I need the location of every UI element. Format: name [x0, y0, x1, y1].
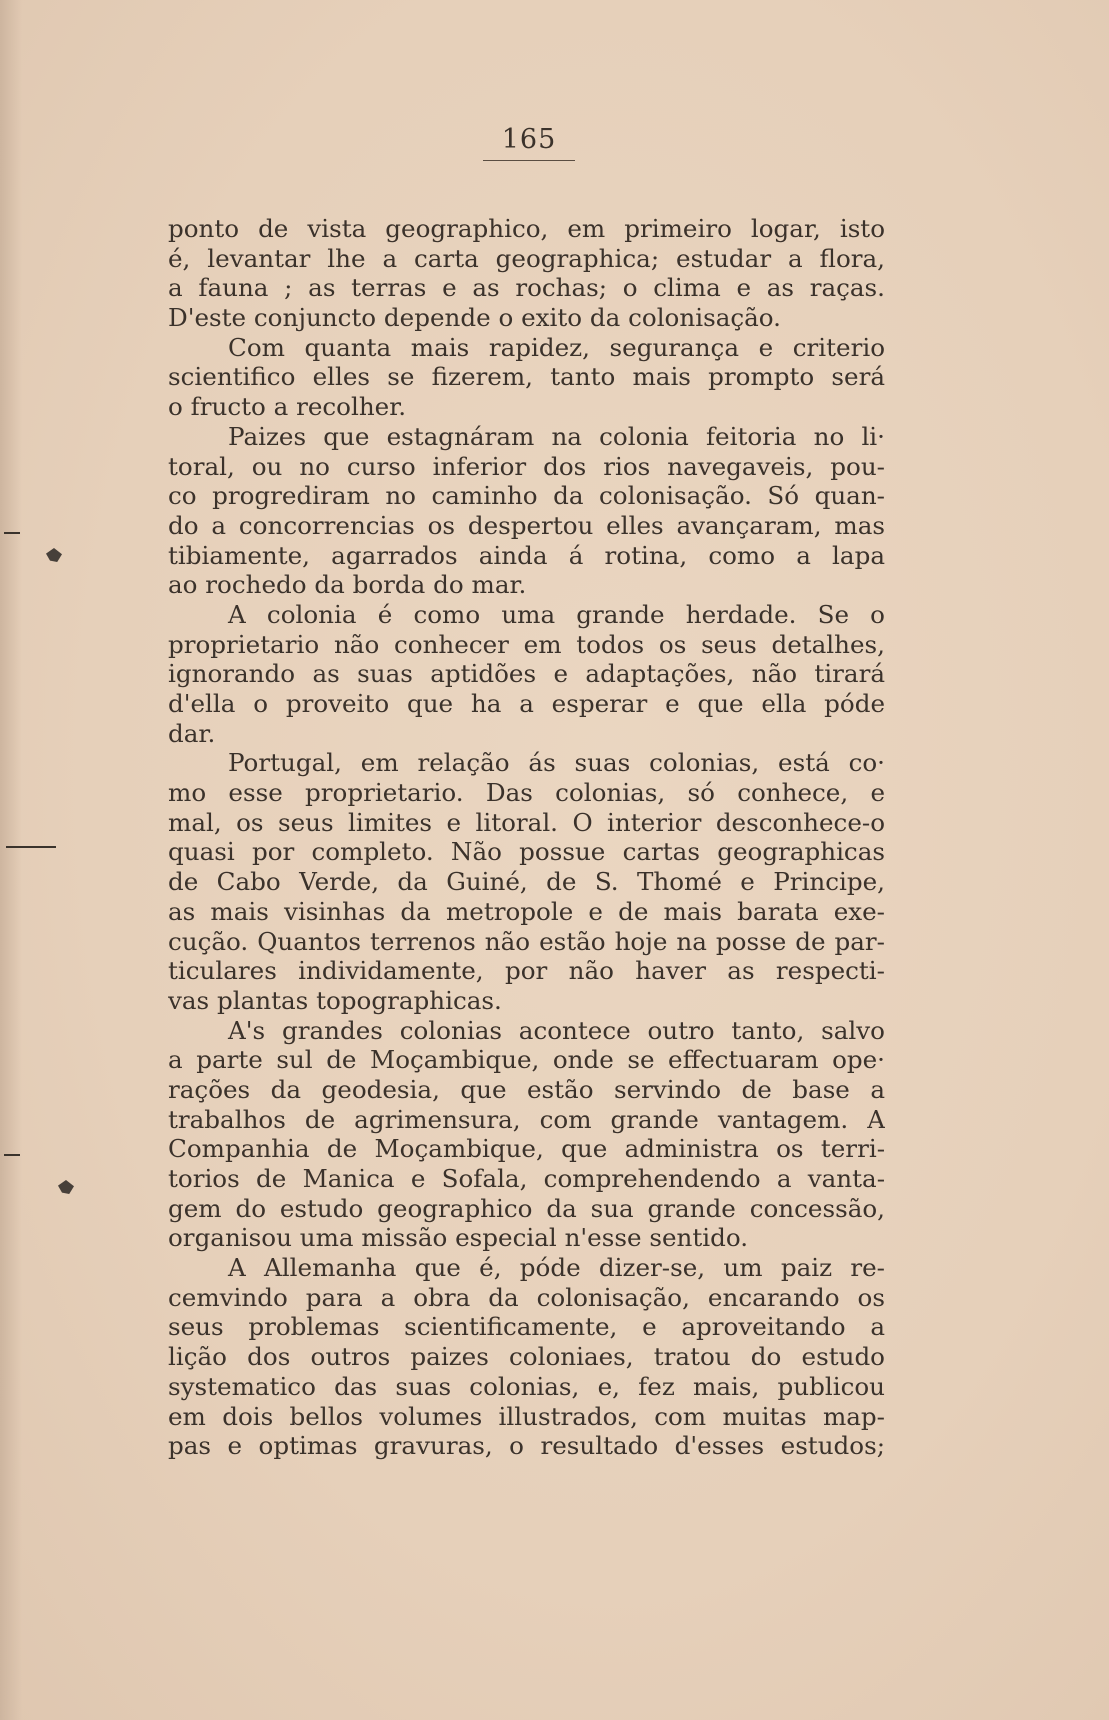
text-line: rações da geodesia, que estão servindo de base a — [168, 1074, 885, 1104]
edge-tab-mark — [6, 846, 56, 848]
text-line: Com quanta mais rapidez, segurança e criterio — [228, 332, 885, 362]
text-line: mal, os seus limites e litoral. O interior desconhece-o — [168, 807, 885, 837]
text-line: A Allemanha que é, póde dizer-se, um paiz re- — [228, 1253, 885, 1283]
text-line: Portugal, em relação ás suas colonias, está co· — [228, 748, 885, 778]
page-number-rule — [483, 160, 575, 161]
binding-edge-shadow — [0, 0, 22, 1720]
text-line: A's grandes colonias acontece outro tanto, salvo — [228, 1015, 885, 1045]
text-line: A colonia é como uma grande herdade. Se o — [228, 599, 885, 629]
text-line: dar. — [168, 718, 216, 748]
text-line: quasi por completo. Não possue cartas geographicas — [168, 837, 885, 867]
text-line: ignorando as suas aptidões e adaptações, não tirará — [168, 659, 885, 689]
text-line: em dois bellos volumes illustrados, com muitas map- — [168, 1401, 885, 1431]
text-line: as mais visinhas da metropole e de mais barata exe- — [168, 896, 885, 926]
text-line: cemvindo para a obra da colonisação, encarando os — [168, 1282, 885, 1312]
text-line: ponto de vista geographico, em primeiro logar, isto — [168, 214, 885, 243]
text-line: co progrediram no caminho da colonisação. Só quan- — [168, 481, 885, 511]
edge-tab-mark — [4, 1154, 20, 1156]
text-line: do a concorrencias os despertou elles avançaram, mas — [168, 510, 885, 540]
text-line: ao rochedo da borda do mar. — [168, 570, 527, 600]
text-line: vas plantas topographicas. — [168, 985, 502, 1015]
text-line: lição dos outros paizes coloniaes, tratou do estudo — [168, 1342, 885, 1372]
text-line: ticulares individamente, por não haver as respecti- — [168, 956, 885, 986]
text-line: scientifico elles se fizerem, tanto mais prompto será — [168, 362, 885, 392]
text-line: pas e optimas gravuras, o resultado d'esses estudos; — [168, 1431, 885, 1461]
text-line: mo esse proprietario. Das colonias, só conhece, e — [168, 778, 885, 808]
text-line: toral, ou no curso inferior dos rios navegaveis, pou- — [168, 451, 885, 481]
text-line: systematico das suas colonias, e, fez mais, publicou — [168, 1371, 885, 1401]
text-line: gem do estudo geographico da sua grande concessão, — [168, 1193, 885, 1223]
text-line: D'este conjuncto depende o exito da colonisação. — [168, 303, 781, 333]
edge-tab-mark — [4, 532, 20, 534]
text-line: Companhia de Moçambique, que administra os terri- — [168, 1134, 885, 1164]
text-line: tibiamente, agarrados ainda á rotina, como a lapa — [168, 540, 885, 570]
ink-blot-mark — [58, 1180, 74, 1194]
body-text — [168, 214, 885, 1461]
text-line: seus problemas scientificamente, e aproveitando a — [168, 1312, 885, 1342]
text-line: cução. Quantos terrenos não estão hoje na posse de par- — [168, 926, 885, 956]
ink-blot-mark — [46, 548, 62, 562]
text-line: de Cabo Verde, da Guiné, de S. Thomé e Principe, — [168, 867, 885, 897]
text-line: trabalhos de agrimensura, com grande vantagem. A — [168, 1104, 885, 1134]
text-line: a fauna ; as terras e as rochas; o clima e as raças. — [168, 273, 885, 303]
text-line: proprietario não conhecer em todos os seus detalhes, — [168, 629, 885, 659]
text-line: d'ella o proveito que ha a esperar e que ella póde — [168, 689, 885, 718]
text-line: o fructo a recolher. — [168, 392, 407, 422]
text-line: torios de Manica e Sofala, comprehendendo a vanta- — [168, 1164, 885, 1193]
text-line: é, levantar lhe a carta geographica; estudar a flora, — [168, 243, 885, 273]
page-number: 165 — [501, 124, 557, 155]
text-line: Paizes que estagnáram na colonia feitoria no li· — [228, 421, 885, 451]
text-line: organisou uma missão especial n'esse sentido. — [168, 1223, 749, 1253]
text-line: a parte sul de Moçambique, onde se effectuaram ope· — [168, 1045, 885, 1075]
